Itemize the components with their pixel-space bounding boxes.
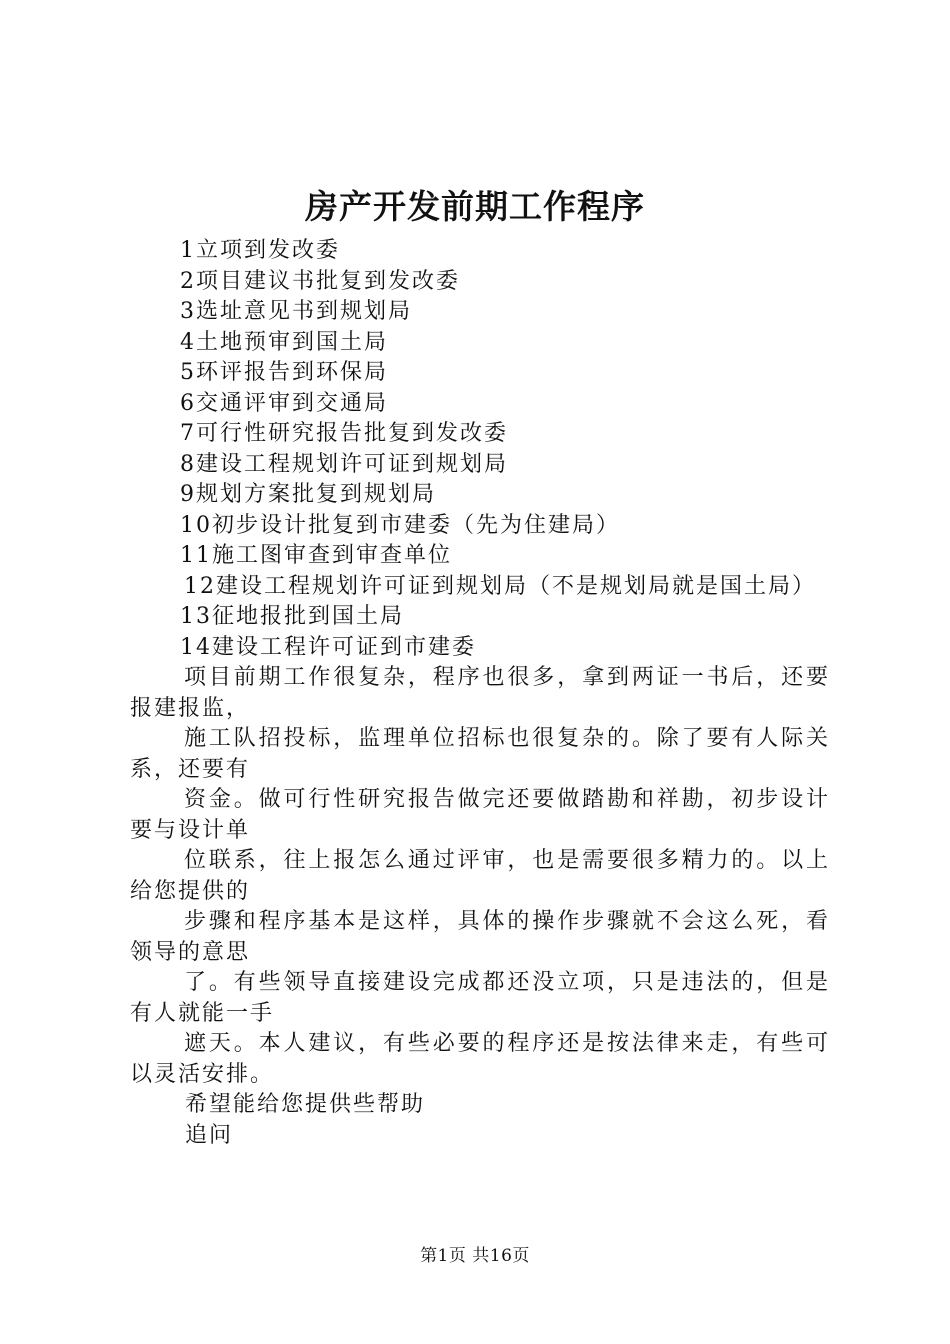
step-item: 7可行性研究报告批复到发改委 xyxy=(180,421,508,446)
step-item: 11施工图审查到审查单位 xyxy=(180,543,452,568)
body-paragraph: 遮天。本人建议，有些必要的程序还是按法律来走，有些可以灵活安排。 xyxy=(130,1031,830,1087)
step-item: 10初步设计批复到市建委（先为住建局） xyxy=(180,512,620,538)
body-paragraph: 步骤和程序基本是这样，具体的操作步骤就不会这么死，看领导的意思 xyxy=(130,909,830,965)
body-paragraph: 资金。做可行性研究报告做完还要做踏勘和祥勘，初步设计要与设计单 xyxy=(130,787,830,843)
step-item: 14建设工程许可证到市建委 xyxy=(180,634,476,660)
closing-line: 希望能给您提供些帮助 xyxy=(185,1092,426,1117)
step-item: 6交通评审到交通局 xyxy=(180,390,388,416)
document-body xyxy=(130,236,830,1151)
step-item: 1立项到发改委 xyxy=(180,238,340,263)
body-paragraph: 了。有些领导直接建设完成都还没立项，只是违法的，但是有人就能一手 xyxy=(130,970,830,1026)
step-item-wrapped: 12建设工程规划许可证到规划局（不是规划局就是国土局） xyxy=(184,573,816,599)
step-item: 9规划方案批复到规划局 xyxy=(180,482,436,507)
step-item: 5环评报告到环保局 xyxy=(180,360,388,385)
step-item: 13征地报批到国土局 xyxy=(180,604,404,629)
body-paragraph: 项目前期工作很复杂，程序也很多，拿到两证一书后，还要报建报监， xyxy=(130,665,830,721)
step-item: 2项目建议书批复到发改委 xyxy=(180,268,460,294)
body-paragraph: 位联系，往上报怎么通过评审，也是需要很多精力的。以上给您提供的 xyxy=(130,848,830,904)
page-footer: 第1页 共16页 xyxy=(420,1246,530,1266)
step-item: 4土地预审到国土局 xyxy=(180,329,388,355)
follow-up-label: 追问 xyxy=(185,1122,234,1148)
step-item: 3选址意见书到规划局 xyxy=(180,299,412,324)
step-item: 8建设工程规划许可证到规划局 xyxy=(180,451,508,477)
document-title: 房产开发前期工作程序 xyxy=(305,187,645,226)
body-paragraph: 施工队招投标，监理单位招标也很复杂的。除了要有人际关系，还要有 xyxy=(130,726,830,782)
